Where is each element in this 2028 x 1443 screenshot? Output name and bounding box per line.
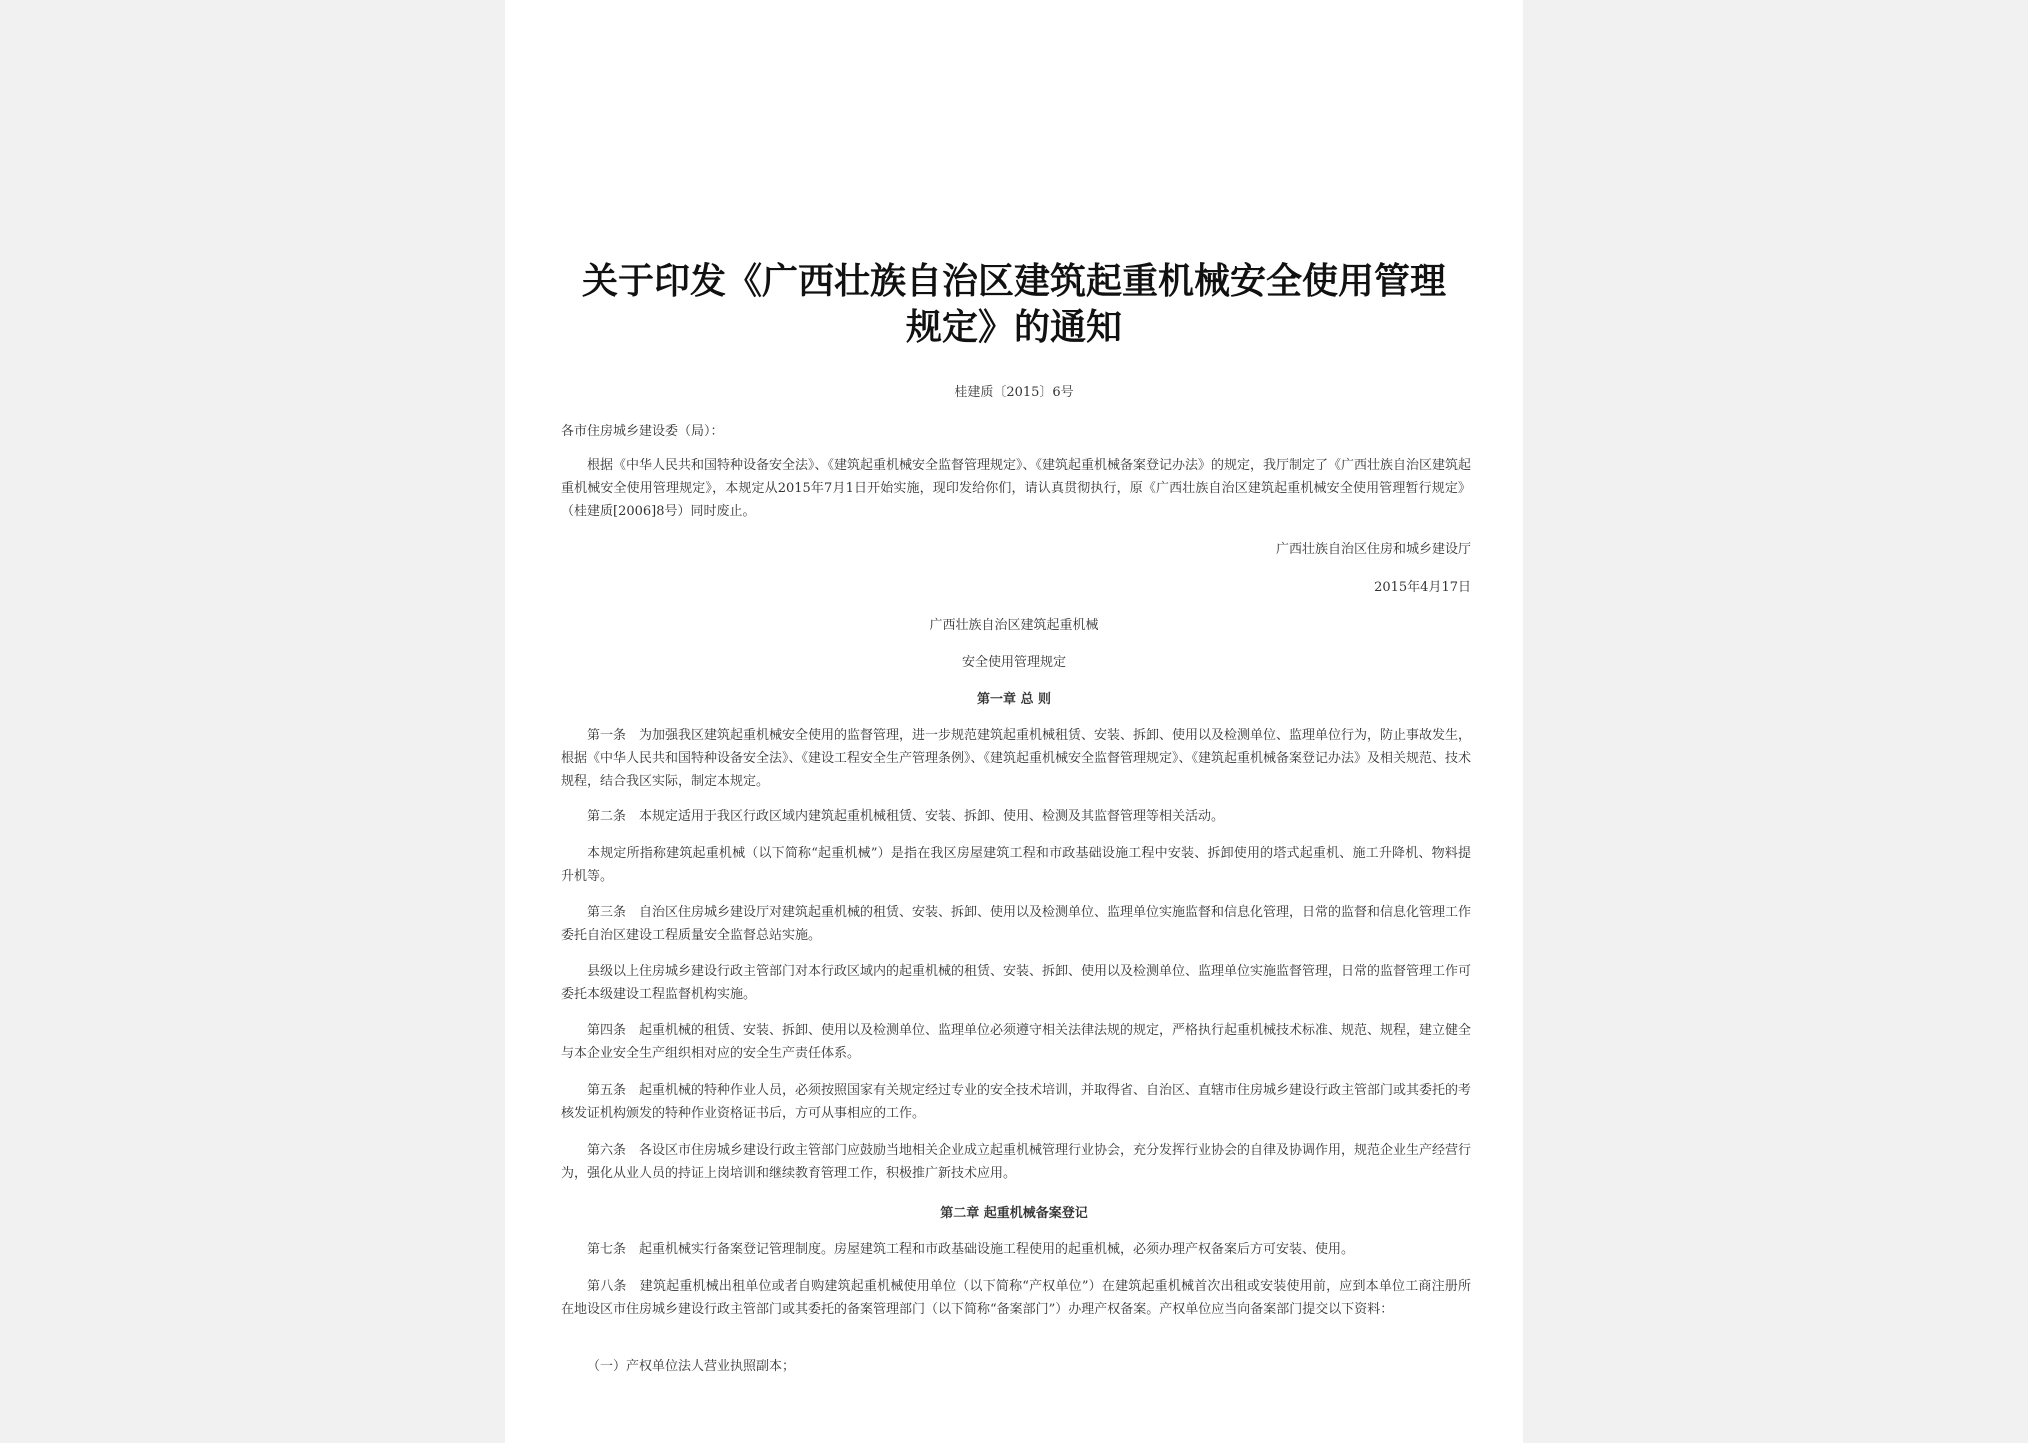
regulation-title-line-2: 安全使用管理规定	[961, 655, 1066, 670]
issue-date: 2015年4月17日	[1374, 580, 1471, 595]
document-page	[505, 0, 1523, 1443]
title-line-1: 关于印发《广西壮族自治区建筑起重机械安全使用管理	[581, 260, 1446, 302]
article-5: 第五条 起重机械的特种作业人员，必须按照国家有关规定经过专业的安全技术培训，并取得省、自治区、直辖市住房城乡建设行政主管部门或其委托的考核发证机构颁发的特种作业资格证书后，方可从事相应的工作。	[561, 1083, 1472, 1121]
article-8: 第八条 建筑起重机械出租单位或者自购建筑起重机械使用单位（以下简称“产权单位”）在建筑起重机械首次出租或安装使用前，应到本单位工商注册所在地设区市住房城乡建设行政主管部门或其委托的备案管理部门（以下简称“备案部门”）办理产权备案。产权单位应当向备案部门提交以下资料：	[561, 1279, 1471, 1317]
document-number: 桂建质〔2015〕6号	[954, 385, 1074, 400]
article-3-paragraph-2: 县级以上住房城乡建设行政主管部门对本行政区域内的起重机械的租赁、安装、拆卸、使用以及检测单位、监理单位实施监督管理，日常的监督管理工作可委托本级建设工程监督机构实施。	[561, 964, 1472, 1002]
addressee: 各市住房城乡建设委（局）：	[561, 424, 724, 439]
article-3: 第三条 自治区住房城乡建设厅对建筑起重机械的租赁、安装、拆卸、使用以及检测单位、监理单位实施监督和信息化管理，日常的监督和信息化管理工作委托自治区建设工程质量安全监督总站实施。	[561, 905, 1472, 943]
intro-paragraph: 根据《中华人民共和国特种设备安全法》、《建筑起重机械安全监督管理规定》、《建筑起重机械备案登记办法》的规定，我厅制定了《广西壮族自治区建筑起重机械安全使用管理规定》，本规定从2015年7月1日开始实施，现印发给你们，请认真贯彻执行，原《广西壮族自治区建筑起重机械安全使用管理暂行规定》（桂建质[2006]8号）同时废止。	[561, 458, 1472, 519]
issuer: 广西壮族自治区住房和城乡建设厅	[1275, 542, 1471, 557]
article-6: 第六条 各设区市住房城乡建设行政主管部门应鼓励当地相关企业成立起重机械管理行业协会，充分发挥行业协会的自律及协调作用，规范企业生产经营行为，强化从业人员的持证上岗培训和继续教育管理工作，积极推广新技术应用。	[561, 1143, 1472, 1181]
document-title	[545, 258, 1483, 350]
list-item-1: （一）产权单位法人营业执照副本；	[587, 1359, 796, 1374]
regulation-title-line-1: 广西壮族自治区建筑起重机械	[929, 618, 1099, 633]
chapter-2-heading: 第二章 起重机械备案登记	[940, 1206, 1088, 1221]
article-1: 第一条 为加强我区建筑起重机械安全使用的监督管理，进一步规范建筑起重机械租赁、安装、拆卸、使用以及检测单位、监理单位行为，防止事故发生，根据《中华人民共和国特种设备安全法》、《建设工程安全生产管理条例》、《建筑起重机械安全监督管理规定》、《建筑起重机械备案登记办法》及相关规范、技术规程，结合我区实际，制定本规定。	[561, 728, 1472, 789]
title-line-2: 规定》的通知	[905, 306, 1122, 348]
article-2-paragraph-2: 本规定所指称建筑起重机械（以下简称“起重机械”）是指在我区房屋建筑工程和市政基础设施工程中安装、拆卸使用的塔式起重机、施工升降机、物料提升机等。	[561, 846, 1471, 884]
article-7: 第七条 起重机械实行备案登记管理制度。房屋建筑工程和市政基础设施工程使用的起重机械，必须办理产权备案后方可安装、使用。	[587, 1242, 1355, 1257]
chapter-1-heading: 第一章 总 则	[976, 692, 1052, 707]
article-4: 第四条 起重机械的租赁、安装、拆卸、使用以及检测单位、监理单位必须遵守相关法律法规的规定，严格执行起重机械技术标准、规范、规程，建立健全与本企业安全生产组织相对应的安全生产责任体系。	[561, 1023, 1472, 1061]
article-2: 第二条 本规定适用于我区行政区域内建筑起重机械租赁、安装、拆卸、使用、检测及其监督管理等相关活动。	[587, 809, 1225, 824]
